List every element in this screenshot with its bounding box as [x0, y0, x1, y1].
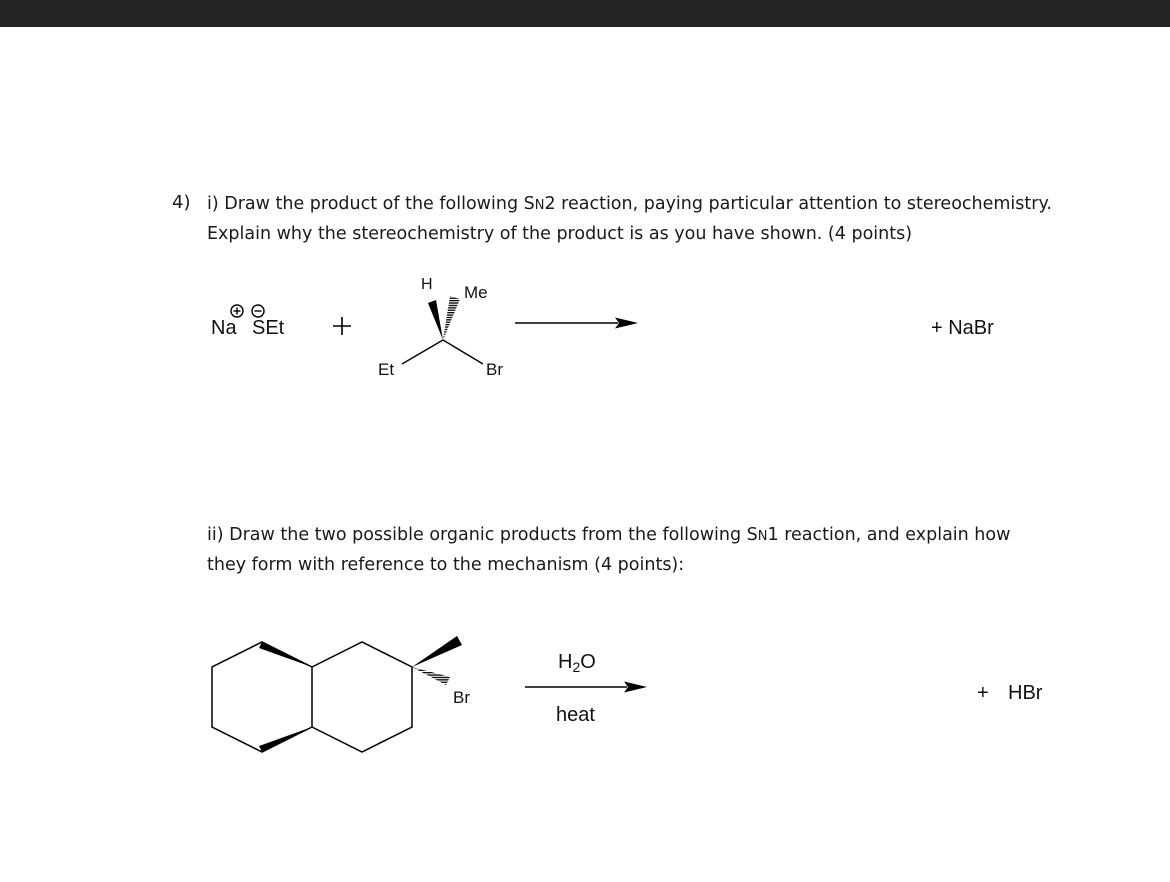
- wedge-methyl: [412, 636, 462, 667]
- minus-charge-icon: [252, 305, 264, 317]
- substrate-br-label: Br: [486, 360, 503, 379]
- part-i-line-1-post: 2 reaction, paying particular attention to stereochemistry.: [544, 194, 1052, 214]
- decalin-skeleton: [212, 636, 462, 752]
- substrate-h-label: H: [421, 276, 433, 293]
- reaction2-arrow-icon: [525, 682, 647, 693]
- plus-charge-icon: [231, 305, 243, 317]
- bond-c-et: [402, 340, 443, 364]
- wedge-bond-h: [428, 300, 443, 340]
- decalin-br-label: Br: [453, 688, 470, 707]
- reaction1-arrow-icon: [515, 318, 638, 329]
- right-ring: [312, 642, 412, 752]
- left-ring: [212, 642, 312, 752]
- part-i-line-2: Explain why the stereochemistry of the product is as you have shown. (4 points): [207, 224, 913, 244]
- part-i-line-1-pre: i) Draw the product of the following S: [207, 194, 535, 214]
- part-ii-line-1-post: 1 reaction, and explain how: [767, 525, 1011, 545]
- substrate-et-label: Et: [378, 360, 395, 379]
- part-i-subscript: N: [534, 198, 545, 213]
- reaction2-condition: heat: [556, 704, 595, 726]
- wedge-top-fusion: [259, 642, 312, 667]
- reagent-water-subscript: 2: [572, 659, 581, 675]
- bond-c-br: [443, 340, 483, 364]
- reagent-water: [558, 652, 596, 674]
- hash-bond-me: [443, 296, 460, 340]
- hash-bond-br: [412, 667, 450, 685]
- reaction2-byproduct: HBr: [1008, 682, 1043, 704]
- part-ii-subscript: N: [757, 529, 768, 544]
- part-ii-line-2: they form with reference to the mechanism (4 points):: [207, 555, 685, 575]
- wedge-bottom-fusion: [259, 727, 312, 752]
- part-ii-line-1-pre: ii) Draw the two possible organic products from the following S: [207, 525, 758, 545]
- reaction1-byproduct: + NaBr: [931, 317, 994, 339]
- substrate-me-label: Me: [464, 283, 488, 302]
- reagent-water-h: H: [558, 651, 573, 673]
- substrate-skeleton: [402, 296, 483, 364]
- reagent-cation: Na: [211, 317, 237, 339]
- reagent-anion: SEt: [252, 317, 285, 339]
- reaction2-plus: +: [977, 682, 989, 704]
- reagent-water-o: O: [580, 651, 596, 673]
- question-number: 4): [172, 192, 191, 213]
- reaction1-plus-icon: [333, 317, 351, 335]
